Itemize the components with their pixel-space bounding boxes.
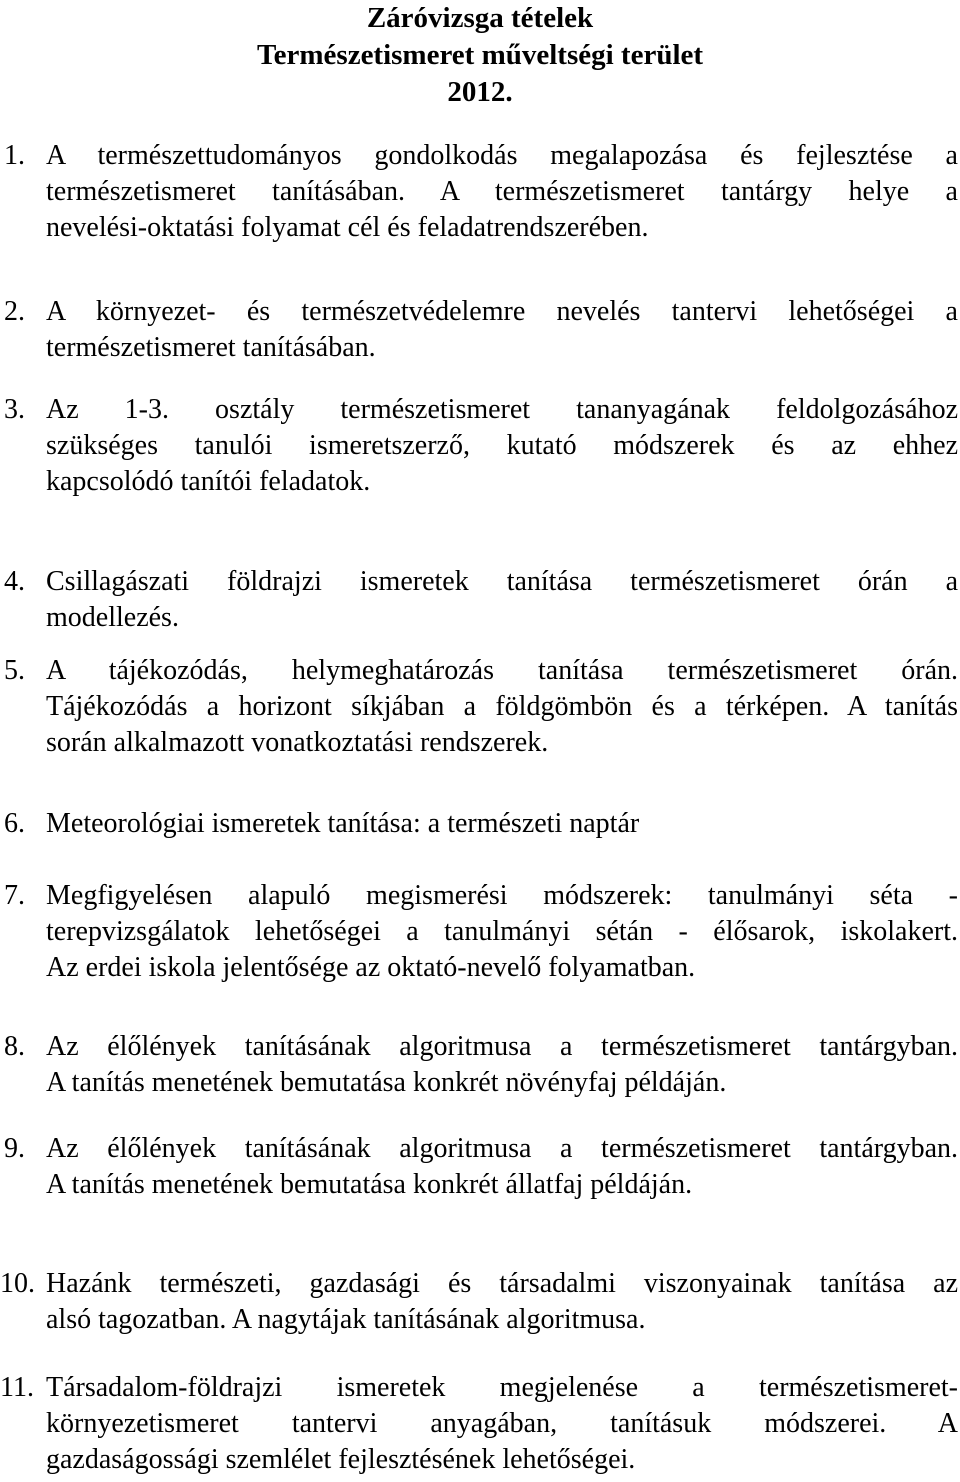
topic-line: alsó tagozatban. A nagytájak tanításának algoritmusa.: [46, 1304, 646, 1335]
topic-line: A tanítás menetének bemutatása konkrét növényfaj példáján.: [46, 1067, 727, 1098]
topic-text: [46, 392, 958, 500]
topic-text: [46, 1131, 958, 1203]
topic-item: [0, 1131, 958, 1203]
topic-line: modellezés.: [46, 602, 179, 633]
topic-line: Társadalom-földrajzi ismeretek megjelenése a természetismeret-: [46, 1372, 958, 1403]
topic-item: [0, 1370, 958, 1478]
topic-line: Az élőlények tanításának algoritmusa a természetismeret tantárgyban.: [46, 1031, 958, 1062]
topic-line: Tájékozódás a horizont síkjában a földgömbön és a térképen. A tanítás: [46, 691, 958, 722]
topic-number: 8.: [4, 1031, 25, 1062]
title-line-1: Záróvizsga tételek: [366, 2, 594, 34]
topic-number: 4.: [4, 566, 25, 597]
topic-line: nevelési-oktatási folyamat cél és feladatrendszerében.: [46, 212, 649, 243]
topic-line: során alkalmazott vonatkoztatási rendszerek.: [46, 727, 549, 758]
topic-text: [46, 1370, 958, 1478]
topic-line: Meteorológiai ismeretek tanítása: a természeti naptár: [46, 808, 640, 839]
topic-number: 2.: [4, 296, 25, 327]
topic-item: [0, 294, 958, 366]
topic-line: Az 1-3. osztály természetismeret tananyagának feldolgozásához: [46, 394, 958, 425]
topic-number: 11.: [0, 1372, 34, 1403]
topic-text: [46, 878, 958, 986]
topic-line: Az erdei iskola jelentősége az oktató-nevelő folyamatban.: [46, 952, 696, 983]
topic-number: 1.: [4, 140, 25, 171]
topic-number: 10.: [0, 1268, 35, 1299]
topic-line: A természettudományos gondolkodás megalapozása és fejlesztése a: [46, 140, 958, 171]
topic-item: [0, 1266, 958, 1338]
topic-line: Az élőlények tanításának algoritmusa a természetismeret tantárgyban.: [46, 1133, 958, 1164]
topic-line: Csillagászati földrajzi ismeretek tanítása természetismeret órán a: [46, 566, 958, 597]
topic-line: Megfigyelésen alapuló megismerési módszerek: tanulmányi séta -: [46, 880, 958, 911]
topic-line: A tanítás menetének bemutatása konkrét állatfaj példáján.: [46, 1169, 693, 1200]
topic-number: 6.: [4, 808, 25, 839]
topic-line: Hazánk természeti, gazdasági és társadalmi viszonyainak tanítása az: [46, 1268, 958, 1299]
topic-item: [0, 138, 958, 246]
title-line-2: Természetismeret műveltségi terület: [256, 39, 704, 71]
topic-number: 9.: [4, 1133, 25, 1164]
topic-line: A környezet- és természetvédelemre nevelés tantervi lehetőségei a: [46, 296, 958, 327]
topic-text: [46, 138, 958, 246]
topic-item: [0, 878, 958, 986]
topic-line: gazdaságossági szemlélet fejlesztésének lehetőségei.: [46, 1444, 636, 1475]
topic-text: [46, 653, 958, 761]
title-line-3: 2012.: [447, 76, 513, 108]
topic-item: [0, 1029, 958, 1101]
topic-text: [46, 564, 958, 636]
topic-line: természetismeret tanításában. A természetismeret tantárgy helye a: [46, 176, 958, 207]
topic-line: környezetismeret tantervi anyagában, tanításuk módszerei. A: [46, 1408, 958, 1439]
topic-text: [46, 294, 958, 366]
topic-item: [0, 392, 958, 500]
topic-line: kapcsolódó tanítói feladatok.: [46, 466, 371, 497]
topic-line: terepvizsgálatok lehetőségei a tanulmányi sétán - élősarok, iskolakert.: [46, 916, 958, 947]
topic-line: természetismeret tanításában.: [46, 332, 376, 363]
topic-number: 5.: [4, 655, 25, 686]
topic-number: 7.: [4, 880, 25, 911]
topic-item: [0, 564, 958, 636]
topic-item: [0, 653, 958, 761]
topic-text: [46, 806, 958, 842]
topic-number: 3.: [4, 394, 25, 425]
topic-line: szükséges tanulói ismeretszerző, kutató módszerek és az ehhez: [46, 430, 958, 461]
topic-text: [46, 1266, 958, 1338]
topic-line: A tájékozódás, helymeghatározás tanítása természetismeret órán.: [46, 655, 958, 686]
topic-item: [0, 806, 958, 842]
topic-text: [46, 1029, 958, 1101]
document-header: [0, 0, 960, 111]
